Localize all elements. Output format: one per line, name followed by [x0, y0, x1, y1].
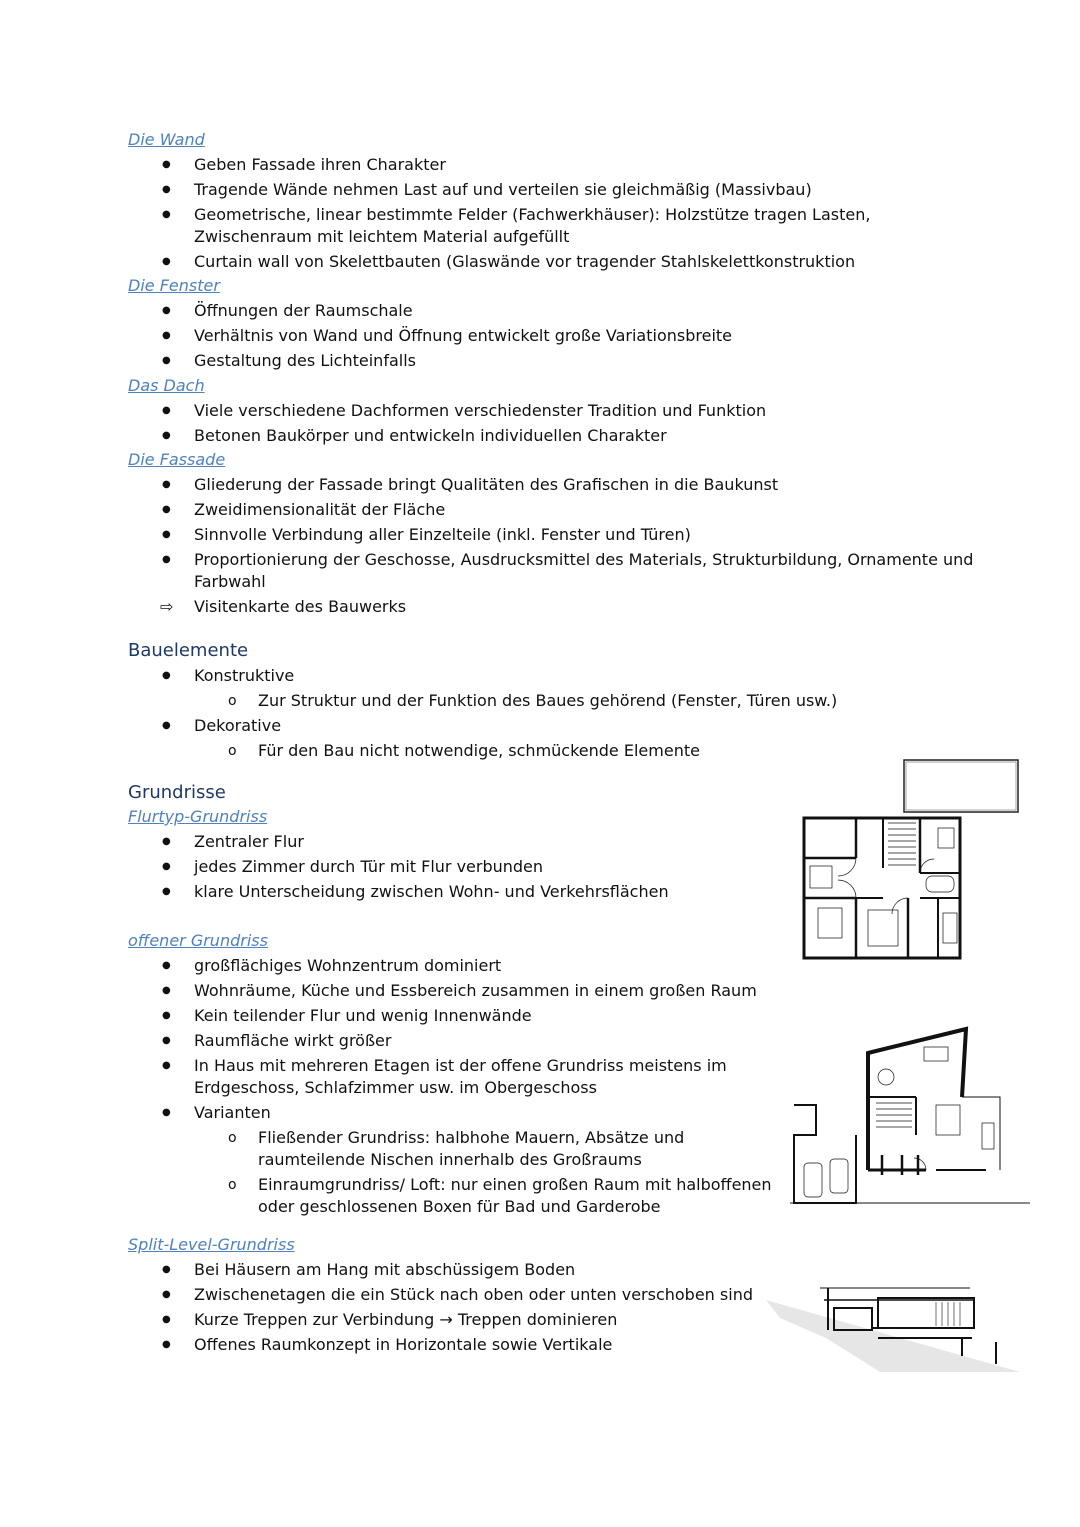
sublist-varianten — [128, 1127, 784, 1218]
list-item: ● Geben Fassade ihren Charakter — [128, 154, 934, 176]
section-grundrisse — [128, 780, 669, 906]
section-fenster — [128, 275, 732, 375]
list-item: ● Kein teilender Flur und wenig Innenwände — [128, 1005, 784, 1027]
heading-offen[interactable]: offener Grundriss — [128, 931, 268, 950]
list-item: ● Raumfläche wirkt größer — [128, 1030, 784, 1052]
heading-fassade[interactable]: Die Fassade — [128, 450, 226, 469]
heading-dach[interactable]: Das Dach — [128, 376, 205, 395]
list-fenster — [128, 300, 732, 372]
heading-grundrisse: Grundrisse — [128, 782, 226, 803]
list-item: ● Gestaltung des Lichteinfalls — [128, 350, 732, 372]
list-item: ● Varianten — [128, 1102, 784, 1124]
list-item: ● klare Unterscheidung zwischen Wohn- und Verkehrsflächen — [128, 881, 669, 903]
list-fassade — [128, 474, 994, 618]
list-item: ● Proportionierung der Geschosse, Ausdrucksmittel des Materials, Strukturbildung, Ornamente und Farbwahl — [128, 549, 994, 593]
section-split — [128, 1234, 753, 1359]
list-offen — [128, 955, 784, 1124]
list-item: ● Zweidimensionalität der Fläche — [128, 499, 994, 521]
sublist-dekorativ — [128, 740, 837, 762]
section-offen — [128, 930, 784, 1221]
sublist-konstruktiv — [128, 690, 837, 712]
list-item: ● Öffnungen der Raumschale — [128, 300, 732, 322]
list-dach — [128, 400, 766, 447]
list-item: ● jedes Zimmer durch Tür mit Flur verbunden — [128, 856, 669, 878]
list-split — [128, 1259, 753, 1356]
list-item: ● Kurze Treppen zur Verbindung → Treppen dominieren — [128, 1309, 753, 1331]
section-fassade — [128, 449, 994, 621]
list-item: ● Curtain wall von Skelettbauten (Glaswände vor tragender Stahlskelettkonstruktion — [128, 251, 934, 273]
list-item: ● Gliederung der Fassade bringt Qualitäten des Grafischen in die Baukunst — [128, 474, 994, 496]
sublist-item: o Zur Struktur und der Funktion des Baues gehörend (Fenster, Türen usw.) — [128, 690, 837, 712]
list-item: ● Offenes Raumkonzept in Horizontale sowie Vertikale — [128, 1334, 753, 1356]
sublist-item: o Für den Bau nicht notwendige, schmückende Elemente — [128, 740, 837, 762]
section-dach — [128, 375, 766, 450]
list-item: ● großflächiges Wohnzentrum dominiert — [128, 955, 784, 977]
split-level-section-image — [760, 1278, 1040, 1383]
heading-wand[interactable]: Die Wand — [128, 130, 205, 149]
list-bauelemente — [128, 665, 837, 687]
heading-fenster[interactable]: Die Fenster — [128, 276, 220, 295]
list-item: ● Dekorative — [128, 715, 837, 737]
list-item: ● Geometrische, linear bestimmte Felder (Fachwerkhäuser): Holzstütze tragen Lasten, Zwischenraum mit leichtem Material aufgefüllt — [128, 204, 934, 248]
heading-flurtyp[interactable]: Flurtyp-Grundriss — [128, 807, 268, 826]
sublist-item: o Einraumgrundriss/ Loft: nur einen großen Raum mit halboffenen oder geschlossenen Boxen für Bad und Garderobe — [128, 1174, 778, 1218]
list-item: ● Sinnvolle Verbindung aller Einzelteile (inkl. Fenster und Türen) — [128, 524, 994, 546]
list-bauelemente-2 — [128, 715, 837, 737]
list-item: ● Zentraler Flur — [128, 831, 669, 853]
list-flurtyp — [128, 831, 669, 903]
list-wand — [128, 154, 934, 273]
list-item: ● Tragende Wände nehmen Last auf und verteilen sie gleichmäßig (Massivbau) — [128, 179, 934, 201]
open-floorplan-image — [786, 1025, 1036, 1210]
flurtyp-floorplan-image — [798, 758, 1023, 963]
list-item: ● Betonen Baukörper und entwickeln individuellen Charakter — [128, 425, 766, 447]
heading-split[interactable]: Split-Level-Grundriss — [128, 1235, 295, 1254]
list-item: ● Wohnräume, Küche und Essbereich zusammen in einem großen Raum — [128, 980, 784, 1002]
list-item: ● Zwischenetagen die ein Stück nach oben oder unten verschoben sind — [128, 1284, 753, 1306]
list-item: ● Viele verschiedene Dachformen verschiedenster Tradition und Funktion — [128, 400, 766, 422]
section-wand — [128, 129, 934, 276]
list-item: ● Verhältnis von Wand und Öffnung entwickelt große Variationsbreite — [128, 325, 732, 347]
conclusion-item: ⇨ Visitenkarte des Bauwerks — [128, 596, 994, 618]
list-item: ● Bei Häusern am Hang mit abschüssigem Boden — [128, 1259, 753, 1281]
heading-bauelemente: Bauelemente — [128, 640, 249, 661]
sublist-item: o Fließender Grundriss: halbhohe Mauern, Absätze und raumteilende Nischen innerhalb des Großraums — [128, 1127, 688, 1171]
list-item: ● In Haus mit mehreren Etagen ist der offene Grundriss meistens im Erdgeschoss, Schlafzimmer usw. im Obergeschoss — [128, 1055, 784, 1099]
section-bauelemente — [128, 638, 837, 765]
list-item: ● Konstruktive — [128, 665, 837, 687]
